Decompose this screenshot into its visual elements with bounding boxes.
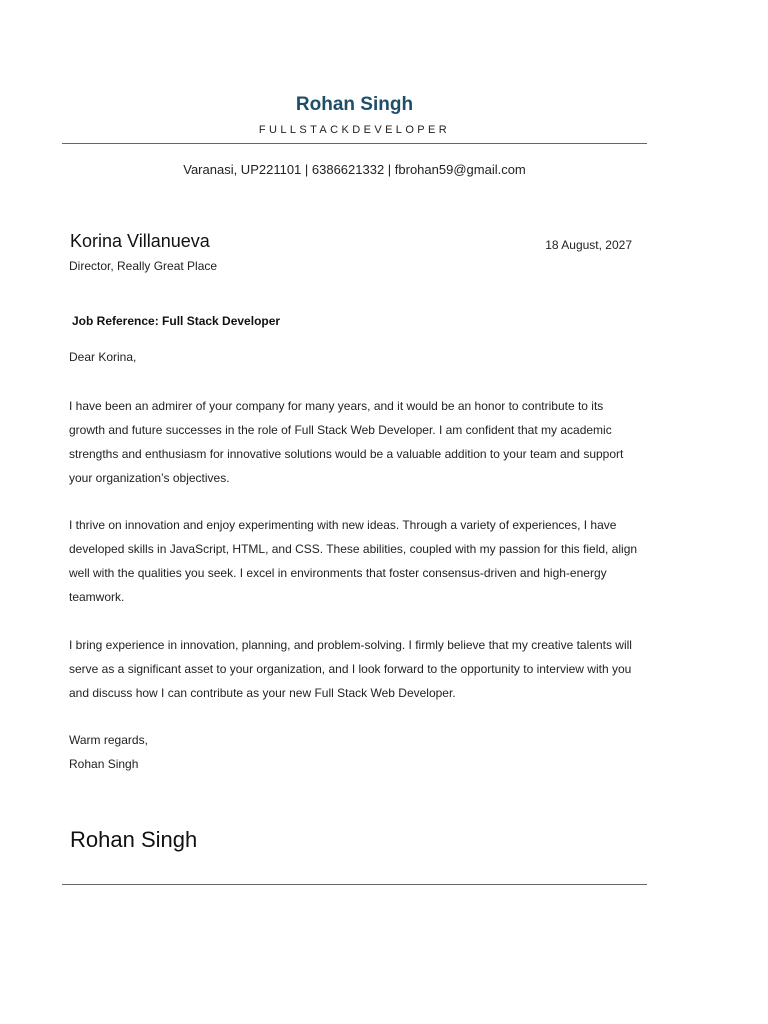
header-divider	[62, 143, 647, 144]
contact-info: Varanasi, UP221101 | 6386621332 | fbrohan59@gmail.com	[183, 162, 526, 177]
body-paragraph-3: I bring experience in innovation, planning, and problem-solving. I firmly believe that my creative talents will serve as a significant asset to your organization, and I look forward to the opportunity to interview with you and discuss how I can contribute as your new Full Stack Web Developer.	[69, 638, 632, 700]
closing-name: Rohan Singh	[69, 757, 139, 771]
signature: Rohan Singh	[70, 827, 198, 852]
closing: Warm regards,	[69, 733, 148, 747]
body-paragraph-2: I thrive on innovation and enjoy experimenting with new ideas. Through a variety of experiences, I have developed skills in JavaScript, HTML, and CSS. These abilities, coupled with my passion for this field, align well with the qualities you seek. I excel in environments that foster consensus-driven and high-energy teamwork.	[69, 518, 638, 604]
job-reference: Job Reference: Full Stack Developer	[72, 314, 281, 328]
letter-date: 18 August, 2027	[545, 238, 632, 252]
recipient-name: Korina Villanueva	[70, 231, 210, 251]
header-name: Rohan Singh	[295, 94, 414, 115]
salutation: Dear Korina,	[69, 350, 137, 364]
header-job-title: FULLSTACKDEVELOPER	[258, 124, 451, 136]
body-paragraph-1: I have been an admirer of your company for many years, and it would be an honor to contribute to its growth and future successes in the role of Full Stack Web Developer. I am confident that my academic strengths and enthusiasm for innovative solutions would be a valuable addition to your team and support your organization’s objectives.	[69, 399, 624, 485]
recipient-role: Director, Really Great Place	[69, 259, 218, 273]
signature-divider	[62, 884, 647, 885]
